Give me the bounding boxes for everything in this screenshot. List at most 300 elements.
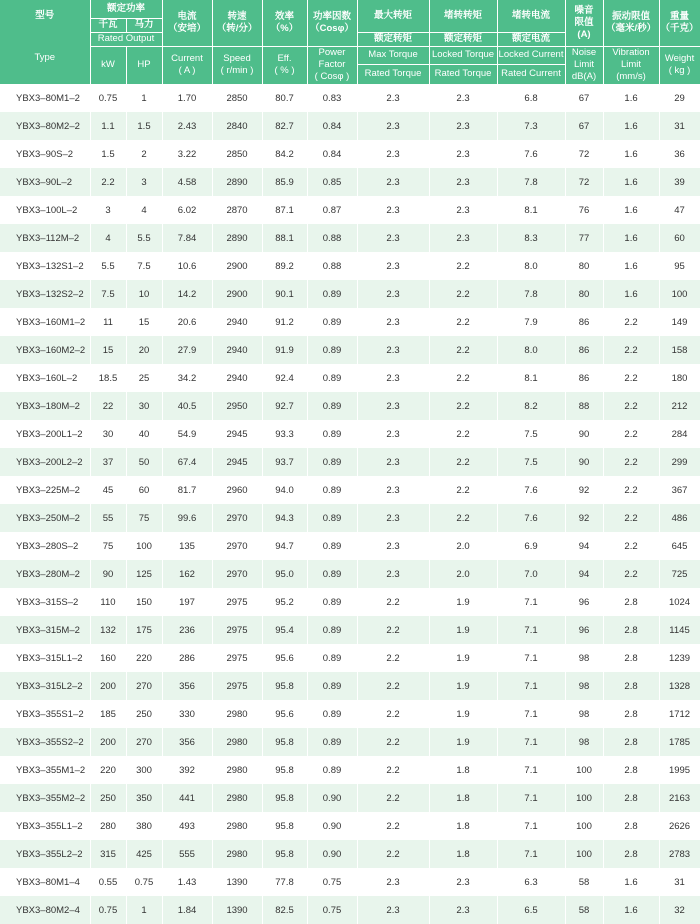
value-cell: 95.8 bbox=[262, 784, 307, 812]
model-cell: YBX3–160M2–2 bbox=[0, 336, 90, 364]
value-cell: 0.89 bbox=[307, 420, 357, 448]
model-cell: YBX3–90S–2 bbox=[0, 140, 90, 168]
value-cell: 2.3 bbox=[429, 140, 497, 168]
value-cell: 2163 bbox=[659, 784, 700, 812]
value-cell: 2.2 bbox=[603, 420, 659, 448]
table-row bbox=[0, 784, 700, 812]
value-cell: 95.4 bbox=[262, 616, 307, 644]
value-cell: 86 bbox=[565, 364, 603, 392]
value-cell: 2970 bbox=[212, 504, 262, 532]
value-cell: 0.83 bbox=[307, 84, 357, 112]
value-cell: 25 bbox=[126, 364, 162, 392]
value-cell: 39 bbox=[659, 168, 700, 196]
value-cell: 220 bbox=[90, 756, 126, 784]
value-cell: 1.6 bbox=[603, 140, 659, 168]
value-cell: 1.6 bbox=[603, 196, 659, 224]
value-cell: 270 bbox=[126, 728, 162, 756]
value-cell: 54.9 bbox=[162, 420, 212, 448]
value-cell: 2.2 bbox=[603, 504, 659, 532]
value-cell: 82.7 bbox=[262, 112, 307, 140]
value-cell: 2.8 bbox=[603, 588, 659, 616]
value-cell: 29 bbox=[659, 84, 700, 112]
value-cell: 286 bbox=[162, 644, 212, 672]
table-row bbox=[0, 112, 700, 140]
value-cell: 236 bbox=[162, 616, 212, 644]
value-cell: 2.3 bbox=[357, 364, 429, 392]
value-cell: 94.0 bbox=[262, 476, 307, 504]
value-cell: 2.8 bbox=[603, 840, 659, 868]
value-cell: 7.1 bbox=[497, 784, 565, 812]
value-cell: 2945 bbox=[212, 448, 262, 476]
value-cell: 1328 bbox=[659, 672, 700, 700]
value-cell: 45 bbox=[90, 476, 126, 504]
value-cell: 10 bbox=[126, 280, 162, 308]
value-cell: 300 bbox=[126, 756, 162, 784]
model-cell: YBX3–80M1–2 bbox=[0, 84, 90, 112]
value-cell: 2970 bbox=[212, 560, 262, 588]
value-cell: 1.6 bbox=[603, 112, 659, 140]
value-cell: 1.9 bbox=[429, 728, 497, 756]
table-header bbox=[0, 0, 700, 84]
value-cell: 92.7 bbox=[262, 392, 307, 420]
value-cell: 80 bbox=[565, 280, 603, 308]
value-cell: 7.8 bbox=[497, 280, 565, 308]
table-row bbox=[0, 812, 700, 840]
value-cell: 2.3 bbox=[357, 868, 429, 896]
value-cell: 20 bbox=[126, 336, 162, 364]
value-cell: 2890 bbox=[212, 224, 262, 252]
value-cell: 75 bbox=[90, 532, 126, 560]
col-current-cn: 电流 （安培） bbox=[162, 0, 212, 46]
value-cell: 2980 bbox=[212, 812, 262, 840]
value-cell: 40.5 bbox=[162, 392, 212, 420]
value-cell: 0.89 bbox=[307, 448, 357, 476]
value-cell: 0.88 bbox=[307, 252, 357, 280]
value-cell: 95.8 bbox=[262, 728, 307, 756]
value-cell: 82.5 bbox=[262, 896, 307, 924]
col-type-en: Type bbox=[0, 32, 90, 84]
value-cell: 0.89 bbox=[307, 364, 357, 392]
value-cell: 2.3 bbox=[357, 196, 429, 224]
value-cell: 2.3 bbox=[357, 112, 429, 140]
value-cell: 1.6 bbox=[603, 224, 659, 252]
value-cell: 81.7 bbox=[162, 476, 212, 504]
table-row bbox=[0, 840, 700, 868]
value-cell: 493 bbox=[162, 812, 212, 840]
table-row bbox=[0, 392, 700, 420]
model-cell: YBX3–355M1–2 bbox=[0, 756, 90, 784]
col-maxtorque-cn2: 额定转矩 bbox=[357, 32, 429, 46]
value-cell: 8.2 bbox=[497, 392, 565, 420]
model-cell: YBX3–355L2–2 bbox=[0, 840, 90, 868]
model-cell: YBX3–355S1–2 bbox=[0, 700, 90, 728]
value-cell: 11 bbox=[90, 308, 126, 336]
value-cell: 2.2 bbox=[429, 252, 497, 280]
model-cell: YBX3–315L1–2 bbox=[0, 644, 90, 672]
value-cell: 50 bbox=[126, 448, 162, 476]
value-cell: 185 bbox=[90, 700, 126, 728]
table-row bbox=[0, 420, 700, 448]
value-cell: 6.3 bbox=[497, 868, 565, 896]
value-cell: 84.2 bbox=[262, 140, 307, 168]
value-cell: 180 bbox=[659, 364, 700, 392]
value-cell: 0.89 bbox=[307, 728, 357, 756]
value-cell: 212 bbox=[659, 392, 700, 420]
value-cell: 95.6 bbox=[262, 644, 307, 672]
col-lockedcurrent-en1: Locked Current bbox=[497, 46, 565, 64]
value-cell: 2.3 bbox=[357, 84, 429, 112]
table-row bbox=[0, 84, 700, 112]
value-cell: 1.8 bbox=[429, 840, 497, 868]
col-weight-cn: 重量 （千克） bbox=[659, 0, 700, 46]
value-cell: 2.2 bbox=[357, 700, 429, 728]
value-cell: 85.9 bbox=[262, 168, 307, 196]
col-lockedtorque-cn1: 堵转转矩 bbox=[429, 0, 497, 32]
value-cell: 175 bbox=[126, 616, 162, 644]
value-cell: 2.2 bbox=[357, 588, 429, 616]
value-cell: 7.1 bbox=[497, 644, 565, 672]
value-cell: 60 bbox=[126, 476, 162, 504]
value-cell: 2.2 bbox=[603, 476, 659, 504]
value-cell: 7.1 bbox=[497, 588, 565, 616]
value-cell: 94.3 bbox=[262, 504, 307, 532]
value-cell: 34.2 bbox=[162, 364, 212, 392]
col-kw-en: kW bbox=[90, 46, 126, 84]
value-cell: 425 bbox=[126, 840, 162, 868]
value-cell: 2.2 bbox=[429, 420, 497, 448]
col-speed-en: Speed ( r/min ) bbox=[212, 46, 262, 84]
value-cell: 72 bbox=[565, 168, 603, 196]
col-eff-cn: 效率 （%） bbox=[262, 0, 307, 46]
value-cell: 6.8 bbox=[497, 84, 565, 112]
value-cell: 2.3 bbox=[429, 196, 497, 224]
value-cell: 27.9 bbox=[162, 336, 212, 364]
value-cell: 92 bbox=[565, 504, 603, 532]
value-cell: 1.9 bbox=[429, 672, 497, 700]
value-cell: 1 bbox=[126, 896, 162, 924]
value-cell: 2.2 bbox=[357, 756, 429, 784]
value-cell: 95.2 bbox=[262, 588, 307, 616]
col-current-en: Current ( A ) bbox=[162, 46, 212, 84]
value-cell: 162 bbox=[162, 560, 212, 588]
value-cell: 58 bbox=[565, 896, 603, 924]
value-cell: 0.90 bbox=[307, 784, 357, 812]
value-cell: 47 bbox=[659, 196, 700, 224]
value-cell: 1.9 bbox=[429, 616, 497, 644]
value-cell: 1145 bbox=[659, 616, 700, 644]
table-row bbox=[0, 168, 700, 196]
table-row bbox=[0, 588, 700, 616]
value-cell: 31 bbox=[659, 868, 700, 896]
value-cell: 90 bbox=[90, 560, 126, 588]
value-cell: 2.2 bbox=[603, 308, 659, 336]
value-cell: 2626 bbox=[659, 812, 700, 840]
value-cell: 58 bbox=[565, 868, 603, 896]
value-cell: 96 bbox=[565, 588, 603, 616]
value-cell: 1239 bbox=[659, 644, 700, 672]
value-cell: 1.1 bbox=[90, 112, 126, 140]
value-cell: 1.8 bbox=[429, 784, 497, 812]
value-cell: 98 bbox=[565, 728, 603, 756]
value-cell: 2975 bbox=[212, 672, 262, 700]
value-cell: 2.2 bbox=[357, 616, 429, 644]
value-cell: 3 bbox=[90, 196, 126, 224]
value-cell: 15 bbox=[126, 308, 162, 336]
value-cell: 2.43 bbox=[162, 112, 212, 140]
table-body bbox=[0, 84, 700, 924]
value-cell: 2.3 bbox=[357, 532, 429, 560]
table-row bbox=[0, 896, 700, 924]
col-lockedcurrent-en2: Rated Current bbox=[497, 64, 565, 84]
value-cell: 2870 bbox=[212, 196, 262, 224]
value-cell: 197 bbox=[162, 588, 212, 616]
value-cell: 1785 bbox=[659, 728, 700, 756]
value-cell: 2.2 bbox=[603, 336, 659, 364]
value-cell: 76 bbox=[565, 196, 603, 224]
value-cell: 2940 bbox=[212, 336, 262, 364]
value-cell: 20.6 bbox=[162, 308, 212, 336]
value-cell: 135 bbox=[162, 532, 212, 560]
value-cell: 2850 bbox=[212, 140, 262, 168]
value-cell: 100 bbox=[126, 532, 162, 560]
table-row bbox=[0, 364, 700, 392]
value-cell: 0.89 bbox=[307, 336, 357, 364]
value-cell: 6.9 bbox=[497, 532, 565, 560]
value-cell: 95 bbox=[659, 252, 700, 280]
model-cell: YBX3–355L1–2 bbox=[0, 812, 90, 840]
value-cell: 2980 bbox=[212, 756, 262, 784]
value-cell: 2.8 bbox=[603, 756, 659, 784]
value-cell: 14.2 bbox=[162, 280, 212, 308]
value-cell: 0.75 bbox=[90, 84, 126, 112]
value-cell: 100 bbox=[565, 784, 603, 812]
value-cell: 80 bbox=[565, 252, 603, 280]
value-cell: 149 bbox=[659, 308, 700, 336]
table-row bbox=[0, 756, 700, 784]
value-cell: 77 bbox=[565, 224, 603, 252]
value-cell: 2.8 bbox=[603, 616, 659, 644]
value-cell: 2.3 bbox=[357, 504, 429, 532]
value-cell: 89.2 bbox=[262, 252, 307, 280]
value-cell: 1.9 bbox=[429, 588, 497, 616]
value-cell: 0.84 bbox=[307, 140, 357, 168]
value-cell: 93.7 bbox=[262, 448, 307, 476]
value-cell: 2.3 bbox=[429, 84, 497, 112]
value-cell: 15 bbox=[90, 336, 126, 364]
value-cell: 2.2 bbox=[357, 728, 429, 756]
value-cell: 2.2 bbox=[603, 392, 659, 420]
value-cell: 40 bbox=[126, 420, 162, 448]
value-cell: 86 bbox=[565, 308, 603, 336]
value-cell: 0.87 bbox=[307, 196, 357, 224]
value-cell: 2.3 bbox=[357, 560, 429, 588]
value-cell: 0.89 bbox=[307, 476, 357, 504]
value-cell: 2.2 bbox=[429, 336, 497, 364]
value-cell: 0.89 bbox=[307, 308, 357, 336]
model-cell: YBX3–315L2–2 bbox=[0, 672, 90, 700]
value-cell: 80.7 bbox=[262, 84, 307, 112]
value-cell: 1.5 bbox=[90, 140, 126, 168]
value-cell: 150 bbox=[126, 588, 162, 616]
value-cell: 2.2 bbox=[603, 532, 659, 560]
value-cell: 2.2 bbox=[429, 308, 497, 336]
col-hp-en: HP bbox=[126, 46, 162, 84]
table-row bbox=[0, 672, 700, 700]
model-cell: YBX3–315M–2 bbox=[0, 616, 90, 644]
value-cell: 0.75 bbox=[307, 896, 357, 924]
value-cell: 4 bbox=[126, 196, 162, 224]
value-cell: 7.5 bbox=[497, 448, 565, 476]
value-cell: 94.7 bbox=[262, 532, 307, 560]
col-lockedcurrent-cn1: 堵转电流 bbox=[497, 0, 565, 32]
value-cell: 2.3 bbox=[357, 252, 429, 280]
value-cell: 367 bbox=[659, 476, 700, 504]
model-cell: YBX3–180M–2 bbox=[0, 392, 90, 420]
value-cell: 1390 bbox=[212, 896, 262, 924]
col-lockedtorque-en1: Locked Torque bbox=[429, 46, 497, 64]
value-cell: 1.84 bbox=[162, 896, 212, 924]
table-row bbox=[0, 532, 700, 560]
value-cell: 8.1 bbox=[497, 364, 565, 392]
model-cell: YBX3–200L2–2 bbox=[0, 448, 90, 476]
value-cell: 98 bbox=[565, 644, 603, 672]
value-cell: 330 bbox=[162, 700, 212, 728]
value-cell: 1.5 bbox=[126, 112, 162, 140]
value-cell: 2.2 bbox=[429, 392, 497, 420]
value-cell: 90 bbox=[565, 420, 603, 448]
model-cell: YBX3–112M–2 bbox=[0, 224, 90, 252]
value-cell: 87.1 bbox=[262, 196, 307, 224]
value-cell: 60 bbox=[659, 224, 700, 252]
value-cell: 30 bbox=[90, 420, 126, 448]
value-cell: 7.5 bbox=[126, 252, 162, 280]
value-cell: 2.2 bbox=[429, 280, 497, 308]
value-cell: 4.58 bbox=[162, 168, 212, 196]
value-cell: 110 bbox=[90, 588, 126, 616]
value-cell: 392 bbox=[162, 756, 212, 784]
value-cell: 2.3 bbox=[357, 280, 429, 308]
model-cell: YBX3–100L–2 bbox=[0, 196, 90, 224]
value-cell: 100 bbox=[659, 280, 700, 308]
value-cell: 88.1 bbox=[262, 224, 307, 252]
value-cell: 2900 bbox=[212, 252, 262, 280]
value-cell: 2970 bbox=[212, 532, 262, 560]
value-cell: 2980 bbox=[212, 840, 262, 868]
value-cell: 125 bbox=[126, 560, 162, 588]
value-cell: 132 bbox=[90, 616, 126, 644]
value-cell: 0.75 bbox=[307, 868, 357, 896]
value-cell: 7.84 bbox=[162, 224, 212, 252]
table-row bbox=[0, 308, 700, 336]
value-cell: 90 bbox=[565, 448, 603, 476]
value-cell: 2.2 bbox=[357, 812, 429, 840]
value-cell: 2 bbox=[126, 140, 162, 168]
value-cell: 2900 bbox=[212, 280, 262, 308]
value-cell: 2.3 bbox=[429, 224, 497, 252]
value-cell: 10.6 bbox=[162, 252, 212, 280]
value-cell: 95.8 bbox=[262, 672, 307, 700]
value-cell: 280 bbox=[90, 812, 126, 840]
value-cell: 95.8 bbox=[262, 840, 307, 868]
value-cell: 2.8 bbox=[603, 672, 659, 700]
value-cell: 2.3 bbox=[357, 448, 429, 476]
model-cell: YBX3–160L–2 bbox=[0, 364, 90, 392]
value-cell: 0.75 bbox=[90, 896, 126, 924]
value-cell: 2980 bbox=[212, 784, 262, 812]
value-cell: 2.3 bbox=[357, 896, 429, 924]
value-cell: 1.6 bbox=[603, 252, 659, 280]
value-cell: 2.3 bbox=[429, 868, 497, 896]
value-cell: 2.2 bbox=[357, 672, 429, 700]
value-cell: 2.3 bbox=[357, 420, 429, 448]
model-cell: YBX3–225M–2 bbox=[0, 476, 90, 504]
value-cell: 270 bbox=[126, 672, 162, 700]
value-cell: 1.43 bbox=[162, 868, 212, 896]
value-cell: 2.8 bbox=[603, 784, 659, 812]
value-cell: 380 bbox=[126, 812, 162, 840]
value-cell: 2783 bbox=[659, 840, 700, 868]
col-hp-cn: 马力 bbox=[126, 18, 162, 32]
value-cell: 32 bbox=[659, 896, 700, 924]
value-cell: 2.8 bbox=[603, 812, 659, 840]
value-cell: 95.0 bbox=[262, 560, 307, 588]
col-type-cn: 型号 bbox=[0, 0, 90, 32]
value-cell: 7.1 bbox=[497, 672, 565, 700]
value-cell: 30 bbox=[126, 392, 162, 420]
value-cell: 1712 bbox=[659, 700, 700, 728]
col-maxtorque-cn1: 最大转矩 bbox=[357, 0, 429, 32]
value-cell: 2.3 bbox=[429, 168, 497, 196]
value-cell: 8.0 bbox=[497, 252, 565, 280]
value-cell: 1.8 bbox=[429, 812, 497, 840]
value-cell: 0.89 bbox=[307, 644, 357, 672]
model-cell: YBX3–250M–2 bbox=[0, 504, 90, 532]
table-row bbox=[0, 252, 700, 280]
value-cell: 77.8 bbox=[262, 868, 307, 896]
value-cell: 160 bbox=[90, 644, 126, 672]
table-row bbox=[0, 504, 700, 532]
value-cell: 67 bbox=[565, 84, 603, 112]
value-cell: 31 bbox=[659, 112, 700, 140]
value-cell: 0.84 bbox=[307, 112, 357, 140]
value-cell: 2890 bbox=[212, 168, 262, 196]
value-cell: 7.1 bbox=[497, 756, 565, 784]
value-cell: 67.4 bbox=[162, 448, 212, 476]
value-cell: 2.8 bbox=[603, 700, 659, 728]
value-cell: 8.3 bbox=[497, 224, 565, 252]
value-cell: 2980 bbox=[212, 700, 262, 728]
value-cell: 37 bbox=[90, 448, 126, 476]
value-cell: 0.89 bbox=[307, 532, 357, 560]
model-cell: YBX3–80M2–4 bbox=[0, 896, 90, 924]
value-cell: 90.1 bbox=[262, 280, 307, 308]
value-cell: 98 bbox=[565, 672, 603, 700]
value-cell: 1.70 bbox=[162, 84, 212, 112]
value-cell: 1 bbox=[126, 84, 162, 112]
col-lockedtorque-en2: Rated Torque bbox=[429, 64, 497, 84]
value-cell: 2.2 bbox=[357, 840, 429, 868]
value-cell: 0.75 bbox=[126, 868, 162, 896]
value-cell: 7.6 bbox=[497, 504, 565, 532]
col-weight-en: Weight ( kg ) bbox=[659, 46, 700, 84]
value-cell: 7.5 bbox=[497, 420, 565, 448]
model-cell: YBX3–90L–2 bbox=[0, 168, 90, 196]
value-cell: 2.2 bbox=[429, 476, 497, 504]
value-cell: 2975 bbox=[212, 588, 262, 616]
model-cell: YBX3–160M1–2 bbox=[0, 308, 90, 336]
value-cell: 98 bbox=[565, 700, 603, 728]
value-cell: 2.2 bbox=[357, 784, 429, 812]
